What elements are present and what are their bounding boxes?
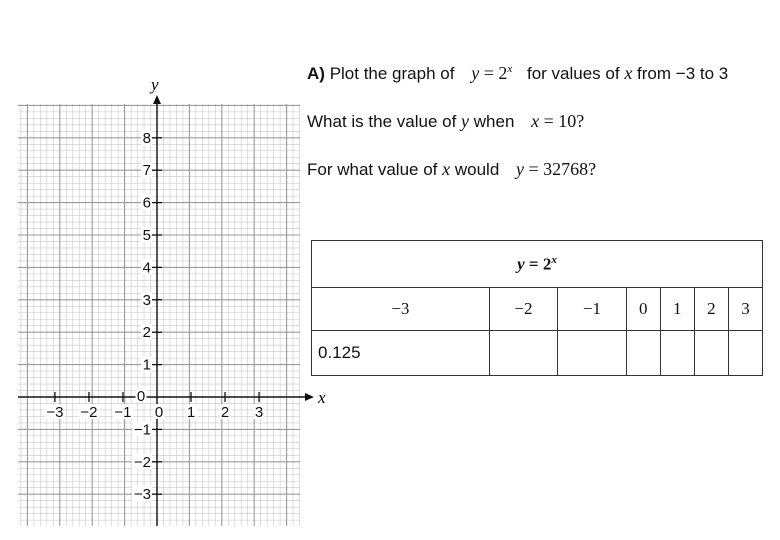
- question-b-var: y: [461, 111, 470, 131]
- y-tick-label: 5: [142, 227, 151, 244]
- eq-sym: =: [483, 63, 494, 83]
- y-tick-label: 7: [142, 162, 151, 180]
- y-tick-label: 3: [142, 291, 151, 309]
- x-cell: 0: [626, 288, 660, 331]
- question-c-text: For what value of: [307, 160, 438, 179]
- eq-base: 2: [498, 63, 508, 83]
- y-axis-arrow: [153, 95, 161, 104]
- y-cell[interactable]: [728, 331, 762, 376]
- x-tick-label: 3: [254, 404, 264, 421]
- x-cell: −1: [558, 288, 626, 331]
- question-c: [307, 159, 596, 180]
- question-b-when: when: [473, 112, 515, 131]
- q2-eq: = 10?: [543, 111, 585, 131]
- y-tick-label: 6: [142, 194, 151, 212]
- x-cell: −2: [489, 288, 557, 331]
- y-tick-label: 2: [142, 324, 151, 342]
- y-tick-label: 1: [142, 356, 151, 374]
- x-axis-arrow: [305, 393, 314, 401]
- x-cell: −3: [312, 288, 490, 331]
- values-table: [311, 240, 763, 376]
- x-tick-label: 2: [220, 404, 230, 421]
- question-a-equation: [471, 63, 512, 83]
- y-tick-label: −3: [133, 486, 151, 504]
- y-cell[interactable]: [660, 331, 694, 376]
- x-cell: 1: [660, 288, 694, 331]
- question-c-var: x: [442, 159, 451, 179]
- x-cell: 3: [728, 288, 762, 331]
- q3-eq: = 32768?: [528, 159, 597, 179]
- question-a-prefix: A): [307, 64, 325, 83]
- x-tick-label: −1: [114, 404, 132, 421]
- table-title: [312, 241, 763, 288]
- origin-label-x: 0: [154, 404, 164, 421]
- table-title-exp: x: [551, 253, 557, 266]
- question-c-would: would: [454, 160, 500, 179]
- question-a: [307, 63, 728, 84]
- axes: [18, 75, 326, 526]
- y-tick-label: 4: [142, 259, 151, 277]
- table-title-lhs: y: [517, 254, 525, 274]
- x-tick-label: −3: [46, 404, 64, 421]
- axis-ticks: [45, 130, 265, 503]
- origin-label-y: 0: [136, 388, 146, 405]
- x-axis-label: x: [318, 388, 326, 407]
- question-a-rest-a: for values of: [526, 64, 620, 83]
- y-cell[interactable]: [626, 331, 660, 376]
- major-grid: [18, 104, 300, 526]
- y-axis-label: y: [151, 75, 159, 94]
- table-title-eq: = 2: [528, 254, 552, 274]
- question-c-equation: [516, 159, 596, 179]
- x-tick-label: 1: [186, 404, 196, 421]
- y-cell[interactable]: [694, 331, 728, 376]
- y-tick-label: −1: [133, 421, 151, 439]
- q3-eq-var: y: [516, 159, 525, 179]
- question-b-text: What is the value of: [307, 112, 457, 131]
- y-tick-label: −2: [133, 453, 151, 471]
- eq-lhs: y: [471, 63, 480, 83]
- eq-exp: x: [507, 63, 513, 75]
- y-tick-label: 8: [142, 129, 151, 147]
- table-row-y: [312, 331, 763, 376]
- question-a-text: Plot the graph of: [329, 64, 455, 83]
- y-cell[interactable]: [489, 331, 557, 376]
- q2-eq-var: x: [531, 111, 540, 131]
- x-cell: 2: [694, 288, 728, 331]
- question-b: [307, 111, 584, 132]
- x-tick-label: −2: [80, 404, 98, 421]
- y-cell[interactable]: [558, 331, 626, 376]
- question-a-rest-b: from −3 to 3: [637, 64, 729, 83]
- table-row-x: [312, 288, 763, 331]
- table-title-row: [312, 241, 763, 288]
- y-cell[interactable]: 0.125: [312, 331, 490, 376]
- question-a-var: x: [624, 63, 633, 83]
- question-b-equation: [531, 111, 584, 131]
